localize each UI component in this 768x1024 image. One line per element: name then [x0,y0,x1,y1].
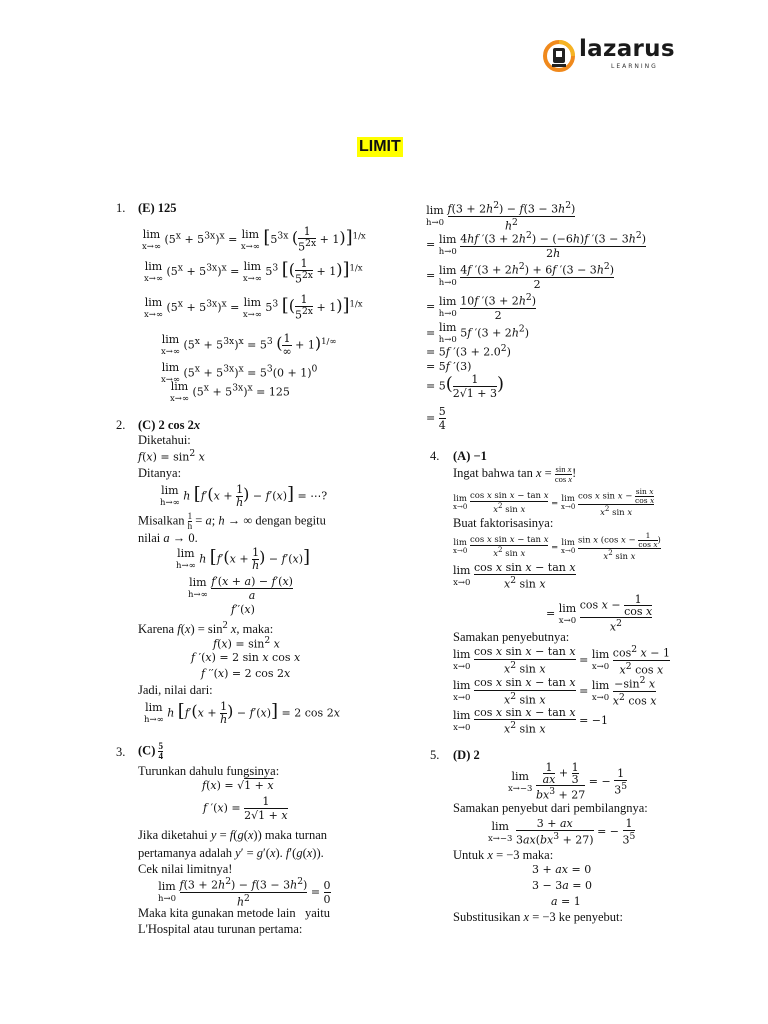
q2-text: Jadi, nilai dari: [138,683,213,697]
q3-text: Turunkan dahulu fungsinya: [138,764,280,778]
q3-cont-9: = 5 4 [426,405,446,433]
q3-text: Cek nilai limitnya! [138,862,233,876]
q4-step-1: lim x→0 cos x sin x − tan x $x^2$ sin x = lim x→0 cos x sin x − sin x cos x $x^2$ sin x [453,487,655,518]
answer-label: (A) −1 [453,449,487,463]
q3-math: f(x) = √1 + x [202,779,274,792]
q1-step-2: lim x→∞ $(5^x + 5^{3x})^x = \lim$ x→∞ $5^3$ [( 1 $5^{2x} + 1)]^{1/x}$ [144,257,363,286]
answer-label: (E) 125 [138,201,177,215]
q3-cont-5: = lim h→0 5f $'(3 + 2h^2)$ [426,321,530,345]
q4-text: Samakan penyebutnya: [453,630,570,644]
q2-step-3: f′′(x) [231,603,255,616]
q5-text: Samakan penyebut dari pembilangnya: [453,801,648,815]
q2-math: $f(x) = \sin^2 x$ [138,448,205,464]
q4-step-6: lim x→0 cos x sin x − tan x $x^2$ sin x = lim x→0 $-\sin^2$ x $x^2$ cos x [453,675,657,708]
q5-step-1: lim x→−3 $\frac{1}{ax}$ + 1 3 $bx^3 + 27$ = − 1 $3^5$ [508,761,628,802]
q3-cont-2: = lim h→0 4hf $'(3 + 2h^2) - (-6h)f$ $'(3 - 3h^2)$ 2h [426,230,647,260]
q3-cont-1: lim h→0 $f(3 + 2h^2) - f(3 - 3h^2)$ $h^2$ [426,200,576,233]
q3-cont-3: = lim h→0 4f $'(3 + 2h^2) + 6f$ $'(3 - 3h^2)$ 2 [426,261,615,291]
q2-step-4: $f(x) = \sin^2 x$ [213,635,280,651]
q4-text: Ingat bahwa tan x = sin x cos x! [453,464,577,484]
q3-text: Maka kita gunakan metode lain yaitu [138,906,330,920]
page-title: LIMIT [359,138,401,155]
answer-label: (C) 5 4 [138,741,163,761]
q5-step-5: a = 1 [551,895,581,908]
lazarus-logo [541,34,673,78]
q2-text: nilai a → 0. [138,531,198,545]
q2-text: Misalkan 1 h = a; h → ∞ dengan begitu [138,511,326,531]
q3-cont-4: = lim h→0 10f $'(3 + 2h^2)$ 2 [426,292,537,322]
brand-subtitle: LEARNING [611,63,658,70]
brand-name: lazarus [579,36,675,62]
q2-step-2: lim h→∞ $\frac{f'(x + a) - f'(x)}{a}$ [188,575,293,603]
q4-step-3: lim x→0 cos x sin x − tan x $x^2$ sin x [453,561,576,591]
q2-text: Karena $f(x) = \sin^2 x$, maka: [138,620,274,637]
q5-text: Untuk x = −3 maka: [453,848,554,862]
q3-cont-7: = 5f ′(3) [426,360,472,373]
question-number: 2. [116,418,126,432]
q2-step-6: f ′′(x) = 2 cos 2x [201,667,291,680]
q2-text: Diketahui: [138,433,191,447]
q3-cont-8: = 5( 1 2√1 + 3) [426,373,505,401]
q4-text: Buat faktorisasinya: [453,516,554,530]
q1-step-3: lim x→∞ $(5^x + 5^{3x})^x = \lim$ x→∞ $5^3$ [( 1 $5^{2x} + 1)]^{1/x}$ [144,293,363,322]
q4-step-5: lim x→0 cos x sin x − tan x $x^2$ sin x = lim x→0 $\cos^2 x - 1$ $x^2$ cos x [453,644,670,677]
q5-step-3: 3 + ax = 0 [532,863,592,876]
q5-step-2: lim x→−3 3 + ax $3ax(bx^3 + 27)$ = − 1 $3^5$ [488,817,636,847]
answer-label: (C) 2 cos 2x [138,418,201,432]
q1-step-1: lim x→∞ $(5^x + 5^{3x})^x = \lim$ x→∞ [$5^{3x}$ ( 1 $5^{2x} + 1)]^{1/x}$ [142,225,366,254]
q1-step-4: lim x→∞ $(5^x + 5^{3x})^x = 5^3$ ( 1 ∞ + 1)$^{1/\infty}$ [161,332,337,359]
question-number: 5. [430,748,440,762]
q2-text: Ditanya: [138,466,182,480]
lazarus-emblem-icon [541,34,577,78]
q2-question: lim h→∞ h [f′(x + $\frac{1}{h}) - f'(x)$] = ⋯? [160,483,328,510]
q5-text: Substitusikan x = −3 ke penyebut: [453,910,624,924]
q4-step-2: lim x→0 cos x sin x − tan x $x^2$ sin x = lim x→0 sin x (cos x − 1 cos x) $x^2$ sin x [453,531,661,562]
q3-check: lim h→0 $f(3 + 2h^2) - f(3 - 3h^2)$ $h^2$ = 0 0 [158,876,331,909]
q5-step-4: 3 − 3a = 0 [532,879,592,892]
q3-text: L'Hospital atau turunan pertama: [138,922,303,936]
question-number: 1. [116,201,126,215]
q3-cont-6: = 5f $'(3 + 2.0^2)$ [426,343,511,359]
q1-step-5: lim x→∞ $(5^x + 5^{3x})^x = 5^3(0 + 1)^0$ [161,361,318,385]
q2-step-5: f ′(x) = 2 sin x cos x [191,651,301,664]
answer-label: (D) 2 [453,748,480,762]
q2-conclusion: lim h→∞ h [f′(x + $\frac{1}{h}) - f'(x)] = 2$ cos 2x [144,700,340,727]
q3-text: pertamanya adalah y′ = g′(x). f′(g(x)). [138,846,324,860]
q2-step-1: lim h→∞ h [f′(x + $\frac{1}{h}) - f'(x)$] [176,546,311,573]
q4-step-4: = lim x→0 cos x − 1 cos x $x^2$ [546,593,653,634]
question-number: 3. [116,745,126,759]
question-number: 4. [430,449,440,463]
q3-derivative: f ′(x) = 1 2√1 + x [203,795,288,823]
q1-step-6: lim x→∞ $(5^x + 5^{3x})^x = 125$ [170,380,290,404]
q3-text: Jika diketahui y = f(g(x)) maka turnan [138,828,327,842]
q4-step-7: lim x→0 cos x sin x − tan x $x^2$ sin x = −1 [453,706,609,736]
